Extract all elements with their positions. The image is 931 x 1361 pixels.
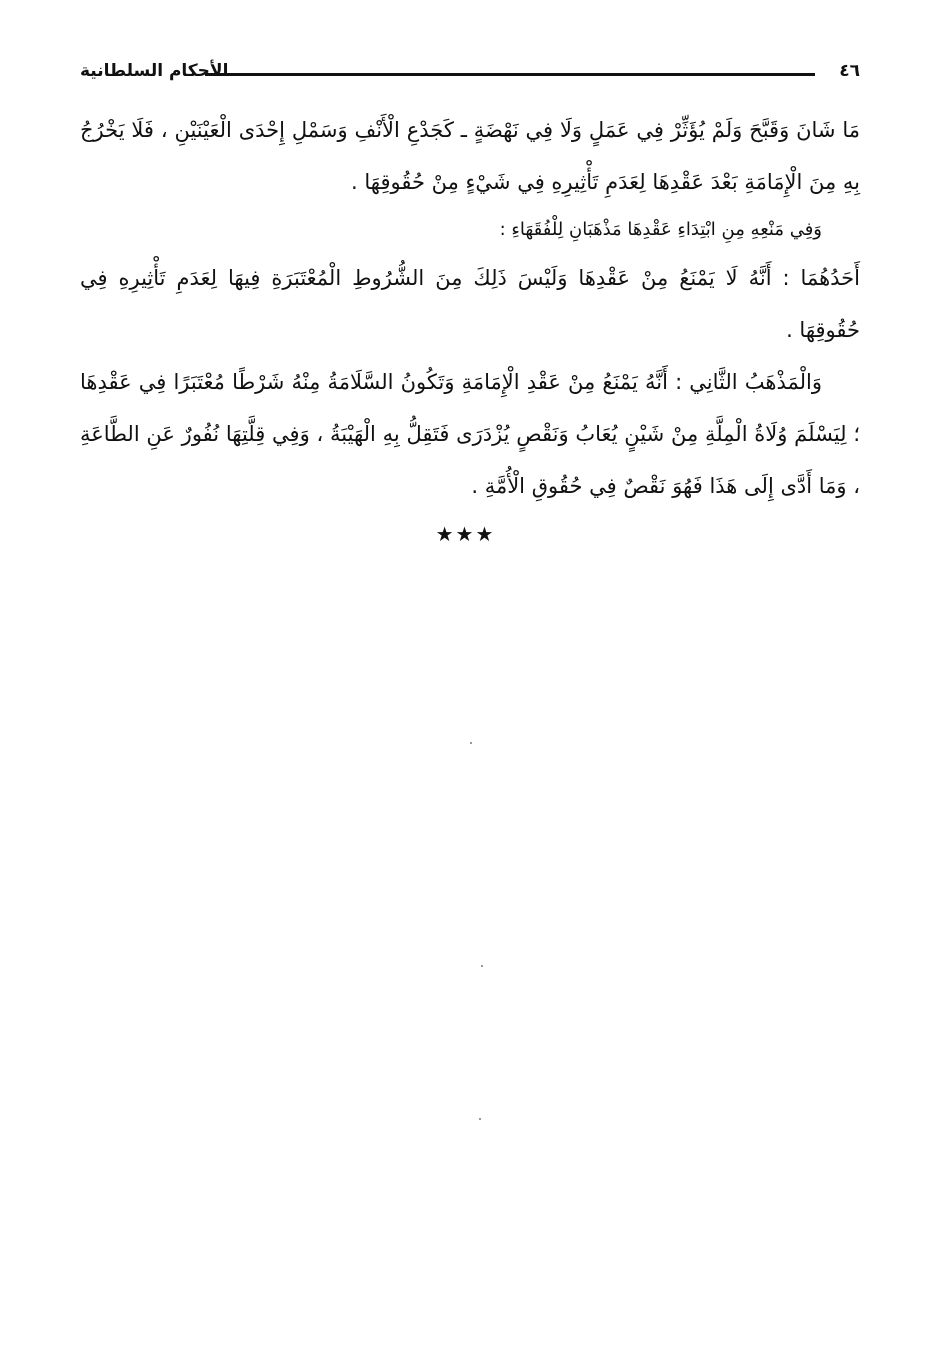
section-separator: ★★★ [435,522,496,546]
page-number: ٤٦ [839,61,860,81]
paragraph: وَفِي مَنْعِهِ مِنِ ابْتِدَاءِ عَقْدِهَا مَذْهَبَانِ لِلْفُقَهَاءِ : [499,219,822,240]
paragraph: أَحَدُهُمَا : أَنَّهُ لَا يَمْنَعُ مِنْ عَقْدِهَا وَلَيْسَ ذَلِكَ مِنَ الشُّرُوطِ الْمُعْتَبَرَةِ فِيهَا لِعَدَمِ تَأْثِيرِهِ فِي حُقُوقِهَا . [80,266,860,342]
header-rule [205,73,815,76]
page-header [80,60,860,90]
scan-speck [479,1118,481,1120]
paragraph: وَالْمَذْهَبُ الثَّانِي : أَنَّهُ يَمْنَعُ مِنْ عَقْدِ الْإِمَامَةِ وَتَكُونُ السَّلَامَةُ مِنْهُ شَرْطًا مُعْتَبَرًا فِي عَقْدِهَا ؛ لِيَسْلَمَ وُلَاةُ الْمِلَّةِ مِنْ شَيْنٍ يُعَابُ وَنَقْصٍ يُزْدَرَى فَتَقِلُّ بِهِ الْهَيْبَةُ ، وَفِي قِلَّتِهَا نُفُورٌ عَنِ الطَّاعَةِ ، وَمَا أَدَّى إِلَى هَذَا فَهُوَ نَقْصٌ فِي حُقُوقِ الْأُمَّةِ . [80,370,860,498]
scan-speck [481,965,483,967]
paragraph: مَا شَانَ وَقَبَّحَ وَلَمْ يُؤَثِّرْ فِي عَمَلٍ وَلَا فِي نَهْضَةٍ ـ كَجَدْعِ الْأَنْفِ وَسَمْلِ إِحْدَى الْعَيْنَيْنِ ، فَلَا يَخْرُجُ بِهِ مِنَ الْإِمَامَةِ بَعْدَ عَقْدِهَا لِعَدَمِ تَأْثِيرِهِ فِي شَيْءٍ مِنْ حُقُوقِهَا . [80,118,860,194]
page-body [80,104,860,512]
scan-speck [470,742,472,744]
book-title: الأحكام السلطانية [80,61,229,81]
